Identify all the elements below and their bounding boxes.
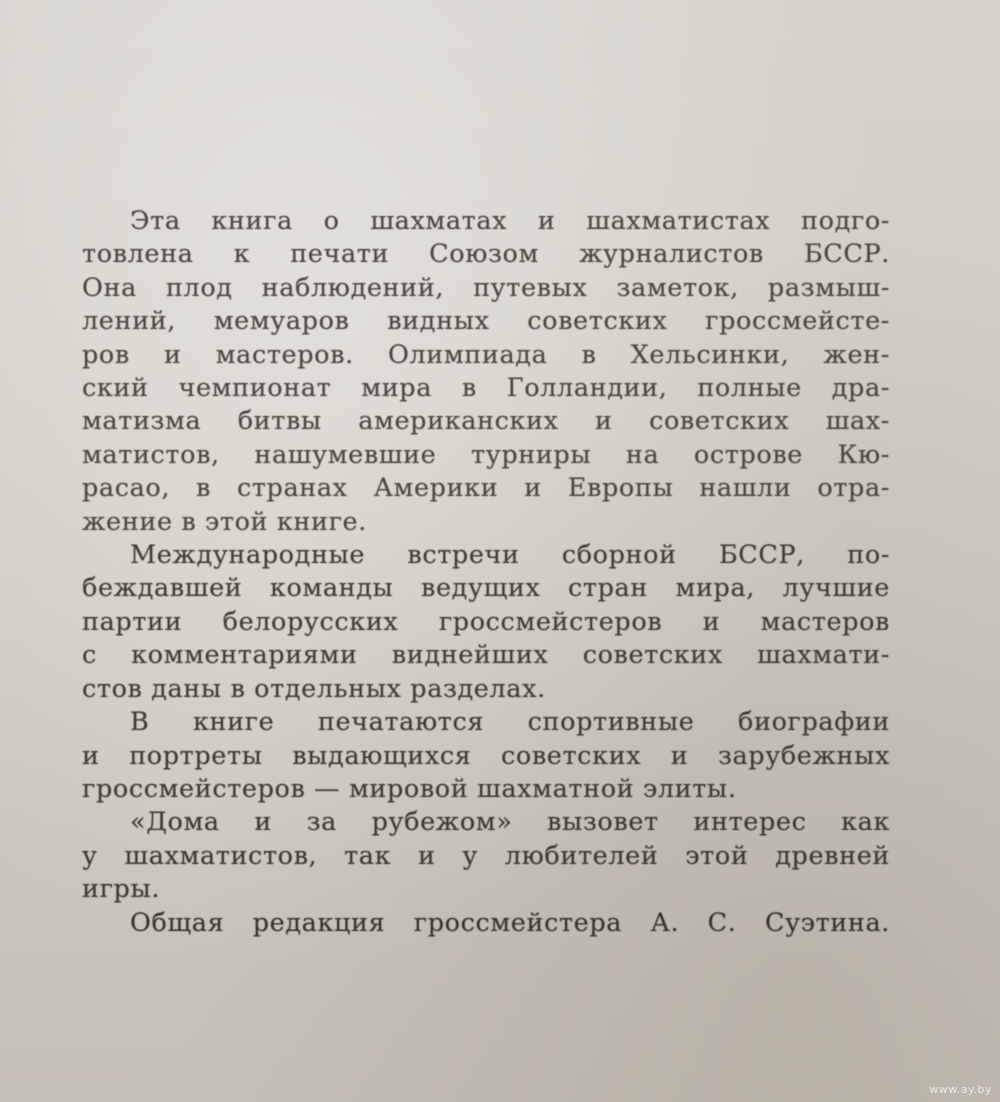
text-line: лений, мемуаров видных советских гроссмейсте- xyxy=(82,306,890,337)
text-line: у шахматистов, так и у любителей этой древней xyxy=(82,840,890,871)
text-line: игры. xyxy=(82,874,161,905)
text-line: расао, в странах Америки и Европы нашли отра- xyxy=(82,473,890,504)
annotation-text xyxy=(82,205,890,940)
text-line: с комментариями виднейших советских шахмати- xyxy=(82,640,890,671)
paragraph-3 xyxy=(82,706,890,806)
text-line: гроссмейстеров — мировой шахматной элиты. xyxy=(82,773,737,804)
paragraph-1 xyxy=(82,205,890,539)
text-line: Международные встречи сборной БССР, по- xyxy=(130,540,890,571)
text-line: Эта книга о шахматах и шахматистах подго- xyxy=(130,206,890,236)
text-line: Она плод наблюдений, путевых заметок, размыш- xyxy=(82,272,890,303)
text-line: партии белорусских гроссмейстеров и мастеров xyxy=(82,606,890,637)
paragraph-2 xyxy=(82,539,890,706)
paragraph-4 xyxy=(82,806,890,906)
text-line: товлена к печати Союзом журналистов БССР. xyxy=(82,239,890,270)
text-line: матистов, нашумевшие турниры на острове Кю- xyxy=(82,439,890,470)
text-line: и портреты выдающихся советских и зарубежных xyxy=(82,740,890,771)
text-line: жение в этой книге. xyxy=(82,506,367,537)
text-line: Общая редакция гроссмейстера А. С. Суэтина. xyxy=(130,907,890,938)
text-line: ский чемпионат мира в Голландии, полные дра- xyxy=(82,373,890,404)
text-line: «Дома и за рубежом» вызовет интерес как xyxy=(130,807,890,838)
text-line: беждавшей команды ведущих стран мира, лучшие xyxy=(82,573,890,604)
text-line: стов даны в отдельных разделах. xyxy=(82,673,546,704)
site-watermark: www.ay.by xyxy=(929,1083,992,1096)
text-line: В книге печатаются спортивные биографии xyxy=(130,707,890,738)
text-line: ров и мастеров. Олимпиада в Хельсинки, жен- xyxy=(82,339,890,370)
paragraph-5 xyxy=(82,907,890,940)
text-line: матизма битвы американских и советских шах- xyxy=(82,406,890,437)
